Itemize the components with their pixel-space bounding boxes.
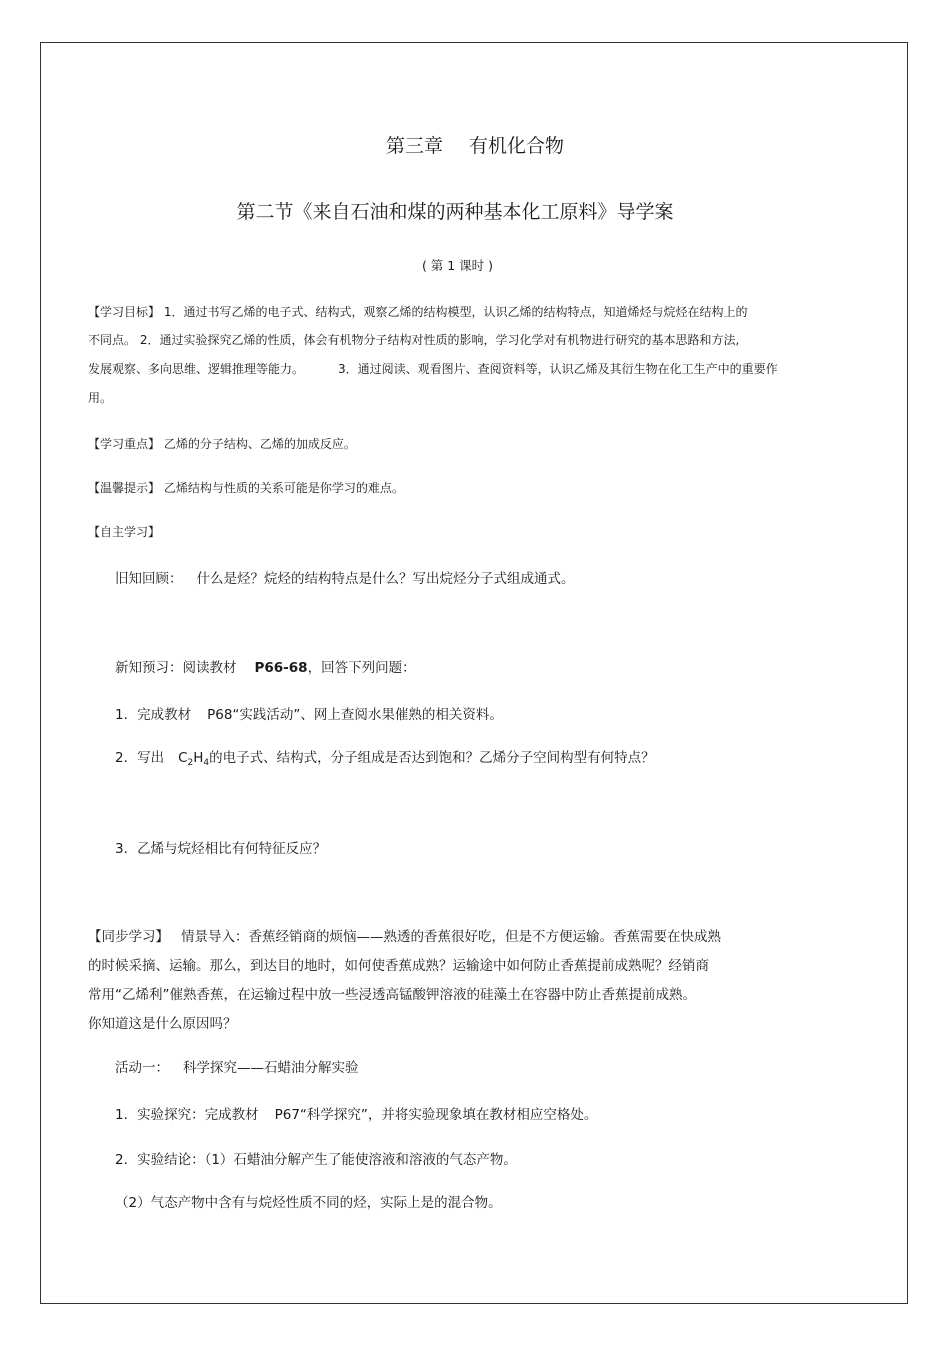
chapter-title: 有机化合物: [469, 135, 565, 157]
review-question: 旧知回顾： 什么是烃？烷烃的结构特点是什么？写出烷烃分子式组成通式。: [115, 571, 575, 587]
self-study-label: 【自主学习】: [88, 525, 161, 539]
key-point-label: 【学习重点】: [88, 437, 161, 451]
tip: [88, 479, 404, 496]
key-point: [88, 435, 356, 452]
sync-line-4: 你知道这是什么原因吗？: [88, 1016, 237, 1032]
question-2: 2．写出 $C_2H_4$的电子式、结构式，分子组成是否达到饱和？乙烯分子空间构型有何特点？: [115, 750, 655, 768]
sync-line-3: 常用“乙烯利”催熟香蕉，在运输过程中放一些浸透高锰酸钾溶液的硅藻土在容器中防止香蕉提前成熟。: [88, 987, 696, 1003]
tip-label: 【温馨提示】: [88, 481, 161, 495]
key-point-text: 乙烯的分子结构、乙烯的加成反应。: [163, 437, 356, 451]
sync-line-1: 【同步学习】 情景导入：香蕉经销商的烦恼——熟透的香蕉很好吃，但是不方便运输。香蕉需要在快成熟: [88, 929, 721, 945]
objectives-line-1: 【学习目标】 1．通过书写乙烯的电子式、结构式，观察乙烯的结构模型，认识乙烯的结构特点，知道烯烃与烷烃在结构上的: [88, 305, 748, 319]
activity-step-2: 2．实验结论：（1）石蜡油分解产生了能使溶液和溶液的气态产物。: [115, 1152, 517, 1168]
sync-study-label: 【同步学习】: [88, 929, 169, 945]
question-1: 1．完成教材 P68“实践活动”、网上查阅水果催熟的相关资料。: [115, 707, 503, 723]
chapter-heading: [0, 131, 950, 158]
activity-heading: 活动一： 科学探究——石蜡油分解实验: [115, 1060, 359, 1076]
preview-instruction: 新知预习：阅读教材 P66-68，回答下列问题：: [115, 660, 416, 676]
ethylene-formula: $C_2H_4$: [178, 750, 210, 768]
objectives-line-4: 用。: [88, 391, 113, 405]
section-title: 第二节《来自石油和煤的两种基本化工原料》导学案: [236, 201, 674, 223]
activity-step-2b: （2）气态产物中含有与烷烃性质不同的烃，实际上是的混合物。: [115, 1195, 502, 1211]
objectives-label: 【学习目标】: [88, 305, 161, 319]
objectives-line-2: 不同点。 2．通过实验探究乙烯的性质，体会有机物分子结构对性质的影响，学习化学对有机物进行研究的基本思路和方法,: [88, 333, 740, 347]
sync-line-2: 的时候采摘、运输。那么，到达目的地时，如何使香蕉成熟？运输途中如何防止香蕉提前成熟呢？经销商: [88, 958, 709, 974]
chapter-number: 第三章: [385, 135, 443, 157]
question-3: 3．乙烯与烷烃相比有何特征反应？: [115, 841, 327, 857]
activity-step-1: 1．实验探究：完成教材 P67“科学探究”，并将实验现象填在教材相应空格处。: [115, 1107, 598, 1123]
session-label: ( 第 1 课时 ): [421, 258, 494, 273]
preview-pages: P66-68: [254, 660, 308, 676]
tip-text: 乙烯结构与性质的关系可能是你学习的难点。: [163, 481, 404, 495]
objectives-line-3: 发展观察、多向思维、逻辑推理等能力。 3．通过阅读、观看图片、查阅资料等，认识乙烯及其衍生物在化工生产中的重要作: [88, 362, 778, 376]
